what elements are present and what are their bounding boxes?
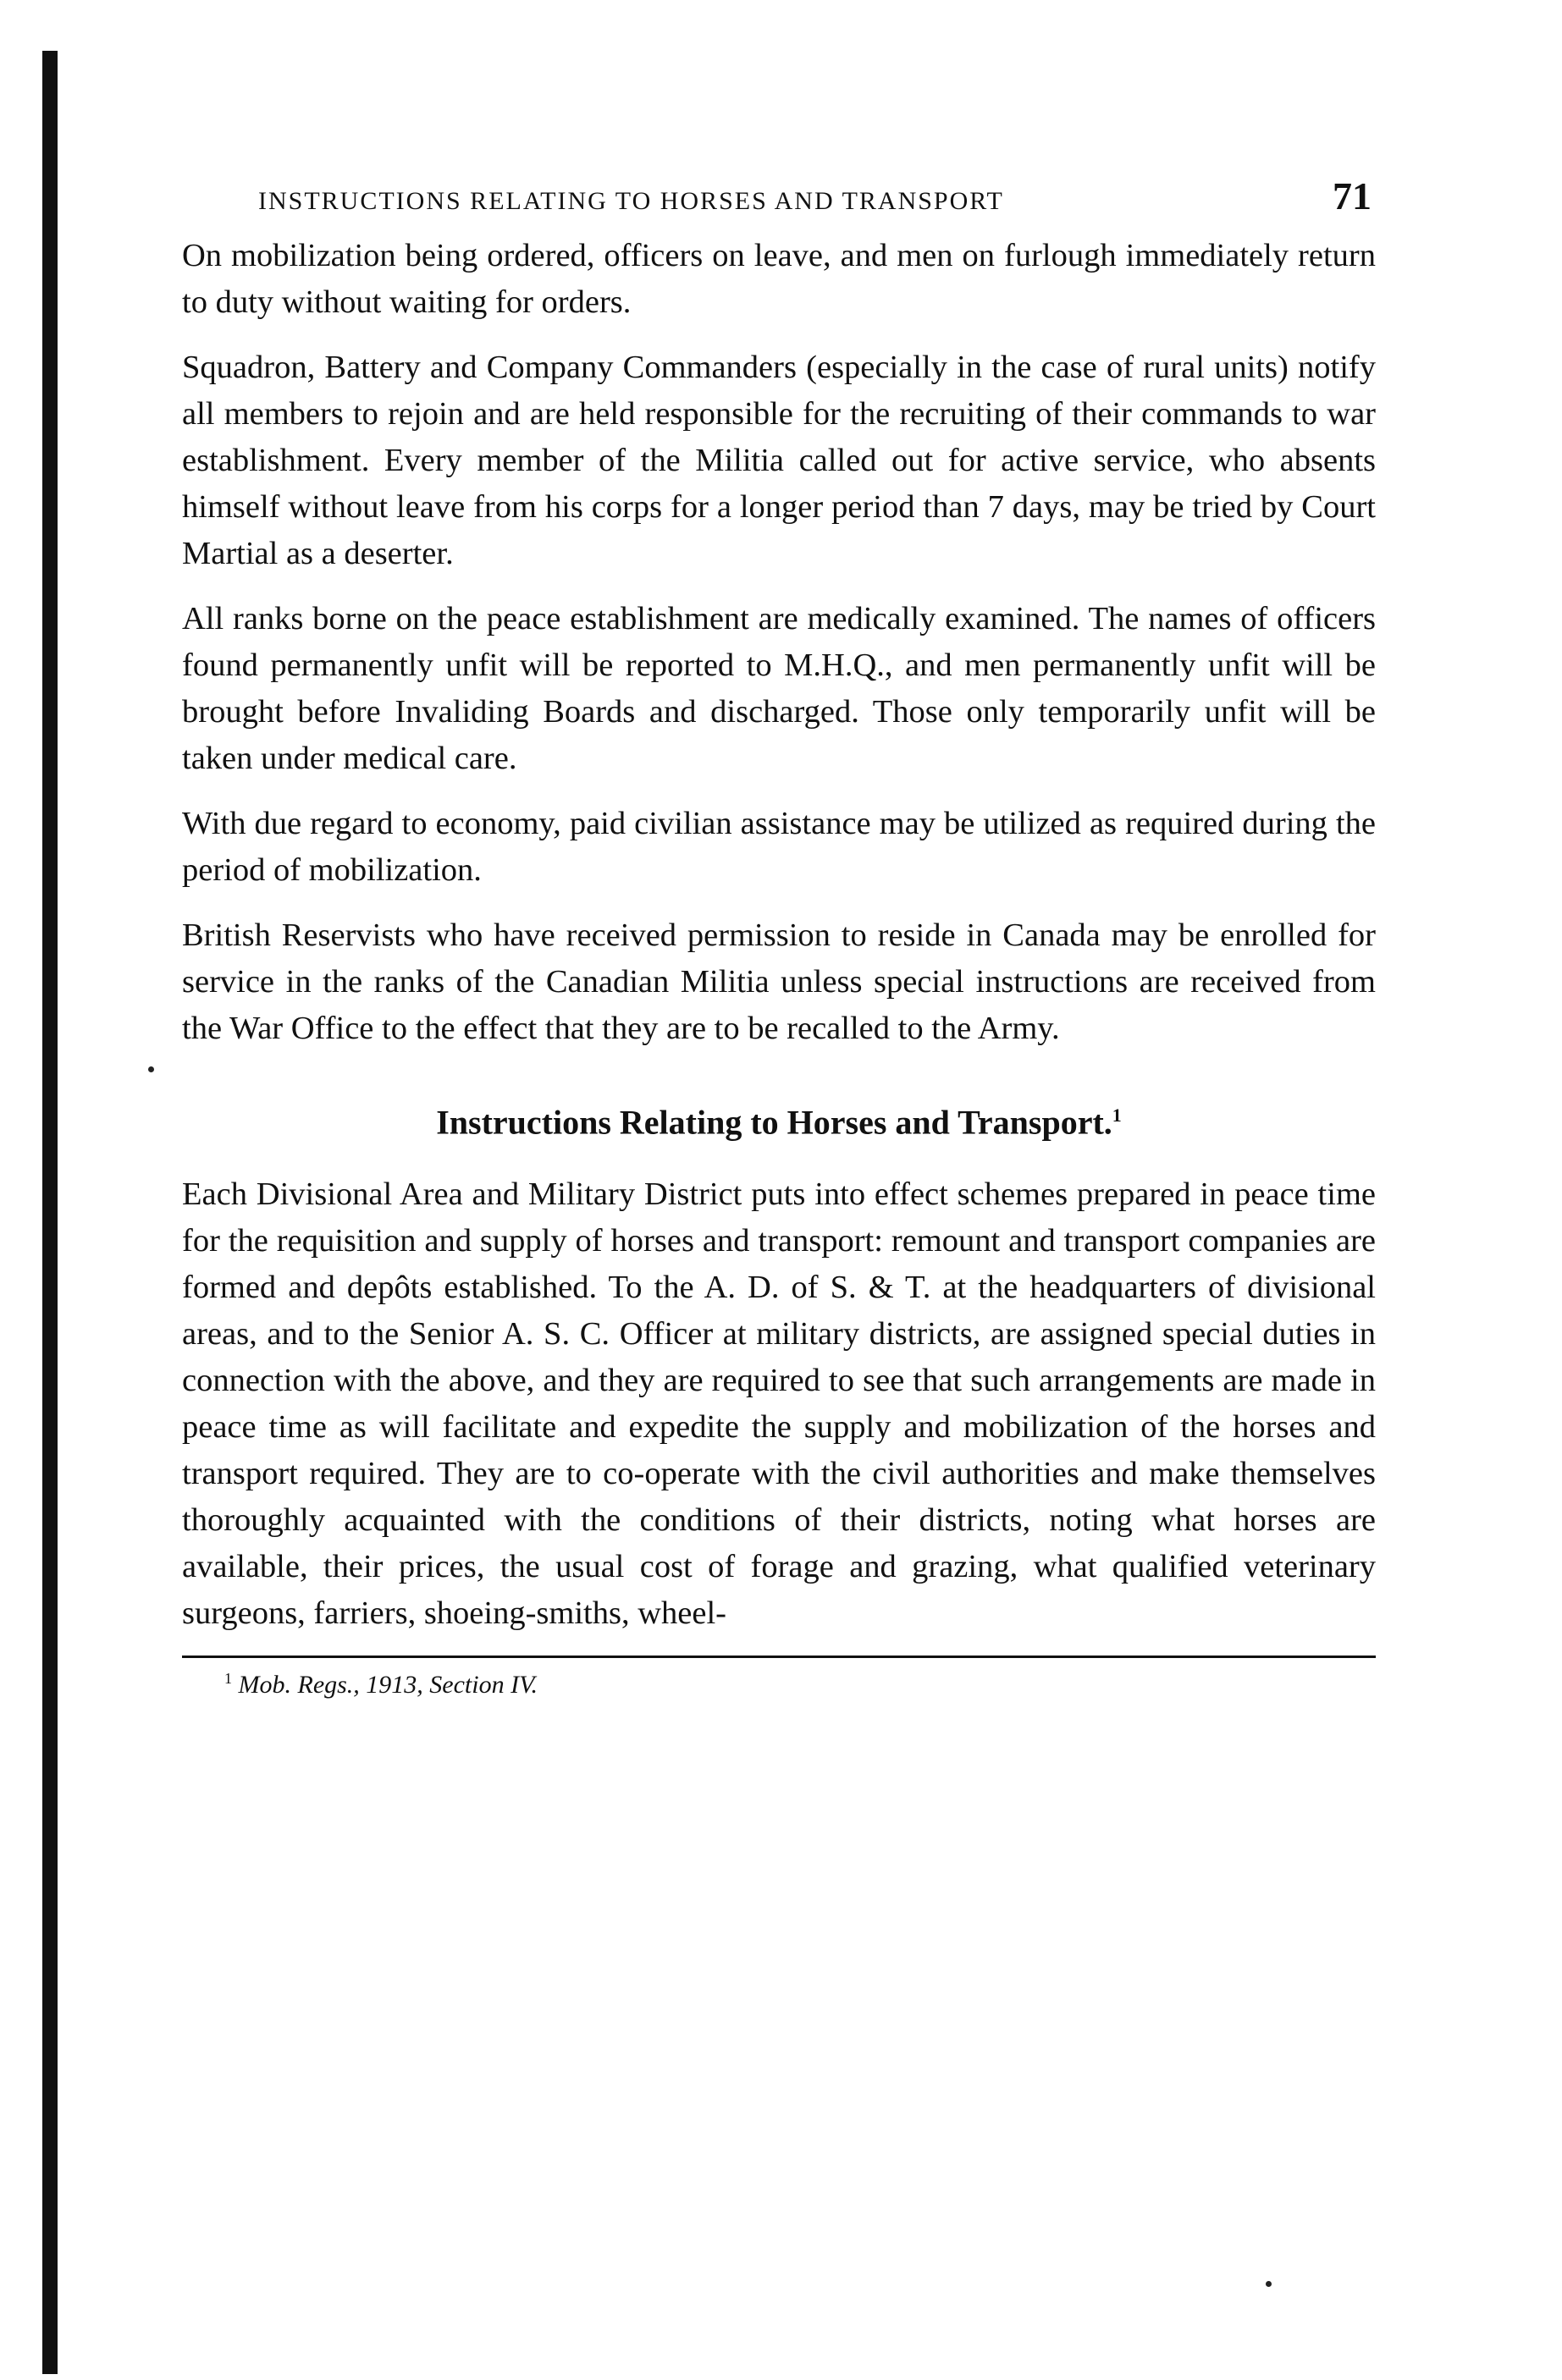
paragraph-medical-exam: All ranks borne on the peace establishment are medically examined. The names of officers found permanently unfit will be reported to M.H.Q., and men permanently unfit will be brought before Invaliding Boards and discharged. Those only temporarily unfit will be taken under medical care. bbox=[182, 601, 1376, 776]
stray-ink-mark bbox=[148, 1066, 154, 1072]
binding-edge bbox=[42, 51, 58, 2374]
footnote-marker: 1 bbox=[224, 1670, 232, 1688]
section-heading-text: Instructions Relating to Horses and Transport. bbox=[436, 1103, 1112, 1142]
paragraph-commanders: Squadron, Battery and Company Commanders (especially in the case of rural units) notify all members to rejoin and are held responsible for the recruiting of their commands to war establishment. Every member of the Militia called out for active service, who absents himself without leave from his corps for a longer period than 7 days, may be tried by Court Martial as a deserter. bbox=[182, 350, 1376, 571]
footnote-rule bbox=[182, 1656, 1376, 1658]
paragraph-british-reservists: British Reservists who have received permission to reside in Canada may be enrolled for service in the ranks of the Canadian Militia unless special instructions are received from the War Office to the effect that they are to be recalled to the Army. bbox=[182, 917, 1376, 1046]
stray-ink-mark bbox=[1266, 2281, 1272, 2287]
paragraph-horses-transport: Each Divisional Area and Military District puts into effect schemes prepared in peace time for the requisition and supply of horses and transport: remount and transport companies are formed and depôts established. To the A. D. of S. & T. at the headquarters of divisional areas, and to the Senior A. S. C. Officer at military districts, are assigned special duties in connection with the above, and they are required to see that such arrangements are made in peace time as will facilitate and expedite the supply and mobilization of the horses and transport required. They are to co-operate with the civil authorities and make themselves thoroughly acquainted with the conditions of their districts, noting what horses are available, their prices, the usual cost of forage and grazing, what qualified veterinary surgeons, farriers, shoeing-smiths, wheel- bbox=[182, 1176, 1376, 1632]
paragraph-civilian-assistance: With due regard to economy, paid civilian assistance may be utilized as required during the period of mobilization. bbox=[182, 806, 1376, 888]
footnote-reference: 1 bbox=[1112, 1105, 1122, 1126]
footnote-text: Mob. Regs., 1913, Section IV. bbox=[238, 1671, 538, 1700]
paragraph-mobilization-leave: On mobilization being ordered, officers on leave, and men on furlough immediately return to duty without waiting for orders. bbox=[182, 238, 1376, 320]
section-heading bbox=[182, 1090, 1376, 1148]
book-page bbox=[182, 174, 1376, 1700]
page-number: 71 bbox=[1333, 174, 1372, 218]
footnote bbox=[182, 1670, 1376, 1700]
running-head bbox=[182, 174, 1376, 224]
running-title: INSTRUCTIONS RELATING TO HORSES AND TRANSPORT bbox=[258, 187, 1004, 215]
